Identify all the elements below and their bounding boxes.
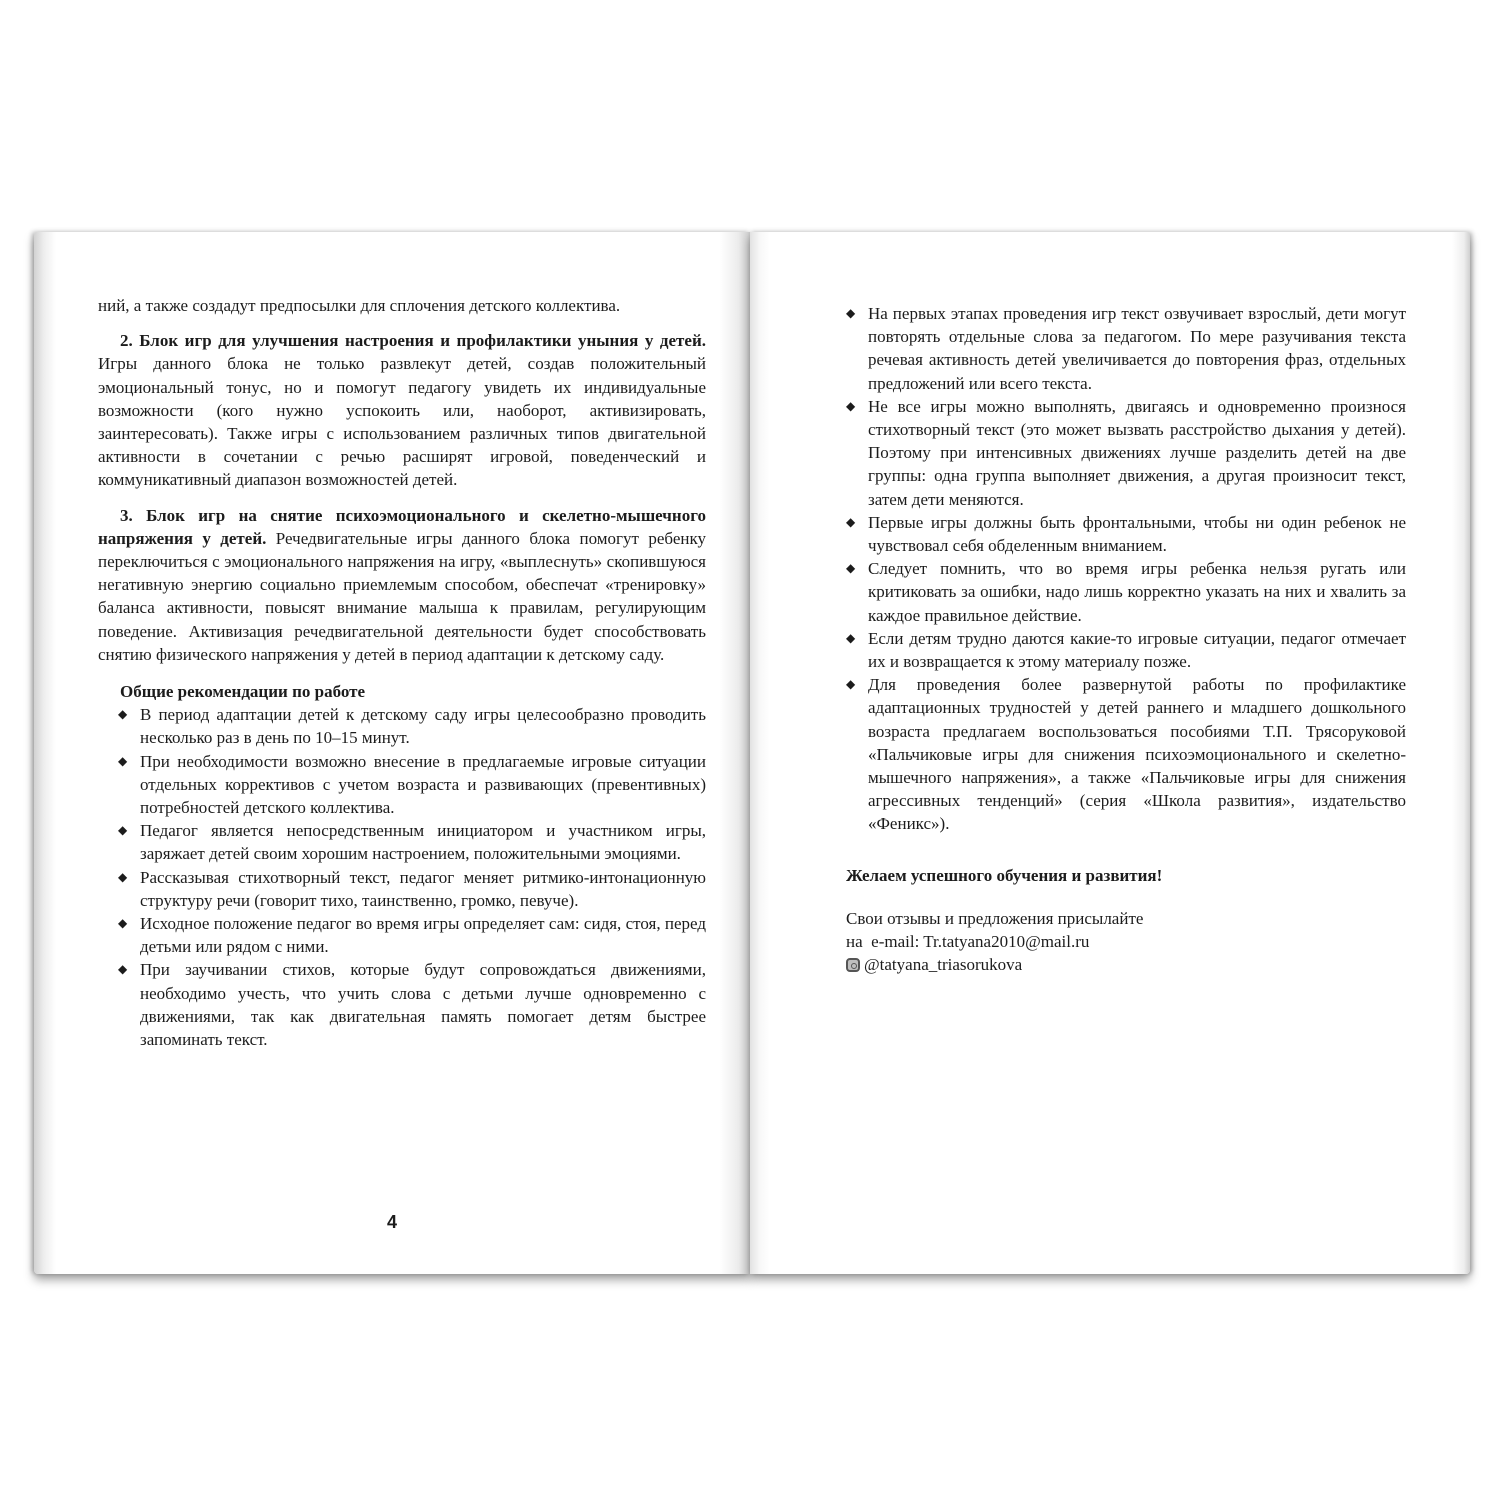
list-item: ◆ При заучивании стихов, которые будут сопровождаться движениями, необходимо учесть, что учить слова с детьми лучше одновременно с движениями, так как двигательная память помогает детям быстрее запоминать текст. — [118, 960, 706, 1050]
block3-paragraph — [98, 504, 706, 666]
instagram-line[interactable] — [846, 953, 1406, 976]
left-page-body — [98, 294, 706, 1051]
list-item: ◆ Не все игры можно выполнять, двигаясь и одновременно произнося стихотворный текст (это может вызвать расстройство дыхания у детей). Поэтому при интенсивных движениях лучше разделить детей на две группы: одна группа выполняет движения, а другая произносит текст, затем дети меняются. — [846, 396, 1406, 509]
block3-text: Речедвигательные игры данного блока помогут ребенку переключиться с эмоционального напряжения на игру, «выплеснуть» скопившуюся негативную энергию социально приемлемым способом, обеспечат «тренировку» баланса активности, повысят внимание малыша к правилам, регулирующим поведение. Активизация речедвигательной деятельности будет способствовать снятию физического напряжения у детей в период адаптации к детскому саду. — [98, 528, 706, 664]
diamond-bullet-icon: ◆ — [846, 514, 856, 529]
closing-wish: Желаем успешного обучения и развития! — [846, 865, 1163, 885]
diamond-bullet-icon: ◆ — [846, 561, 856, 576]
right-page — [750, 232, 1470, 1274]
list-item: ◆ Педагог является непосредственным инициатором и участником игры, заряжает детей своим хорошим настроением, положительными эмоциями. — [118, 821, 706, 864]
diamond-bullet-icon: ◆ — [846, 306, 856, 320]
contact-block — [846, 907, 1406, 977]
list-item: ◆ Рассказывая стихотворный текст, педагог меняет ритмико-интонационную структуру речи (говорит тихо, таинственно, громко, певуче). — [118, 867, 706, 910]
block2-title: 2. Блок игр для улучшения настроения и профилактики уныния у детей. — [120, 331, 706, 351]
intro-paragraph: ний, а также создадут предпосылки для сплочения детского коллектива. — [98, 296, 621, 315]
list-item: ◆ Для проведения более развернутой работы по профилактике адаптационных трудностей у детей раннего и младшего дошкольного возраста предлагаем воспользоваться пособиями Т.П. Трясоруковой «Пальчиковые игры для снижения психоэмоционального и скелетно-мышечного напряжения», а также «Пальчиковые игры для снижения агрессивных тенденций» (серия «Школа развития», издательство «Феникс»). — [846, 675, 1406, 834]
diamond-bullet-icon: ◆ — [846, 677, 856, 692]
diamond-bullet-icon: ◆ — [118, 753, 128, 768]
diamond-bullet-icon: ◆ — [118, 962, 128, 977]
right-page-body — [846, 302, 1406, 976]
list-item: ◆ В период адаптации детей к детскому саду игры целесообразно проводить несколько раз в день по 10–15 минут. — [118, 705, 706, 748]
diamond-bullet-icon: ◆ — [846, 630, 856, 645]
instagram-handle[interactable]: @tatyana_triasorukova — [864, 955, 1023, 975]
email-line[interactable]: на e-mail: Tr.tatyana2010@mail.ru — [846, 932, 1090, 952]
recommendations-list — [118, 703, 706, 1051]
list-item: ◆ На первых этапах проведения игр текст озвучивает взрослый, дети могут повторять отдельные слова за педагогом. По мере разучивания текста речевая активность детей увеличивается до повторения фраз, отдельных предложений или всего текста. — [846, 304, 1406, 393]
block2-text: Игры данного блока не только развлекут детей, создав положительный эмоциональный тонус, но и помогут педагогу увидеть их индивидуальные возможности (кого нужно успокоить или, наоборот, активизировать, заинтересовать). Также игры с использованием различных типов двигательной активности в сочетании с речью расширят игровой, поведенческий и коммуникативный диапазон возможностей детей. — [98, 354, 706, 490]
list-item: ◆ Если детям трудно даются какие-то игровые ситуации, педагог отмечает их и возвращается к этому материалу позже. — [846, 628, 1406, 672]
diamond-bullet-icon: ◆ — [118, 707, 128, 722]
diamond-bullet-icon: ◆ — [118, 823, 128, 838]
recommendations-list-continued — [846, 302, 1406, 836]
block3-title: 3. Блок игр на снятие психоэмоционального и скелетно-мышечного напряжения у детей. — [98, 505, 706, 548]
diamond-bullet-icon: ◆ — [846, 398, 856, 413]
list-item: ◆ Исходное положение педагог во время игры определяет сам: сидя, стоя, перед детьми или рядом с ними. — [118, 914, 706, 957]
page-number: 4 — [386, 1212, 397, 1232]
recommendations-heading: Общие рекомендации по работе — [120, 682, 366, 702]
left-page — [34, 232, 750, 1274]
diamond-bullet-icon: ◆ — [118, 869, 128, 884]
list-item: ◆ Первые игры должны быть фронтальными, чтобы ни один ребенок не чувствовал себя обделенным вниманием. — [846, 512, 1406, 556]
block2-paragraph — [98, 329, 706, 491]
contact-prompt: Свои отзывы и предложения присылайте — [846, 908, 1144, 928]
list-item: ◆ Следует помнить, что во время игры ребенка нельзя ругать или критиковать за ошибки, надо лишь корректно указать на них и хвалить за каждое правильное действие. — [846, 559, 1406, 625]
diamond-bullet-icon: ◆ — [118, 916, 128, 931]
list-item: ◆ При необходимости возможно внесение в предлагаемые игровые ситуации отдельных коррективов с учетом возраста и развивающих (превентивных) потребностей детского коллектива. — [118, 751, 706, 818]
instagram-icon — [846, 958, 860, 972]
